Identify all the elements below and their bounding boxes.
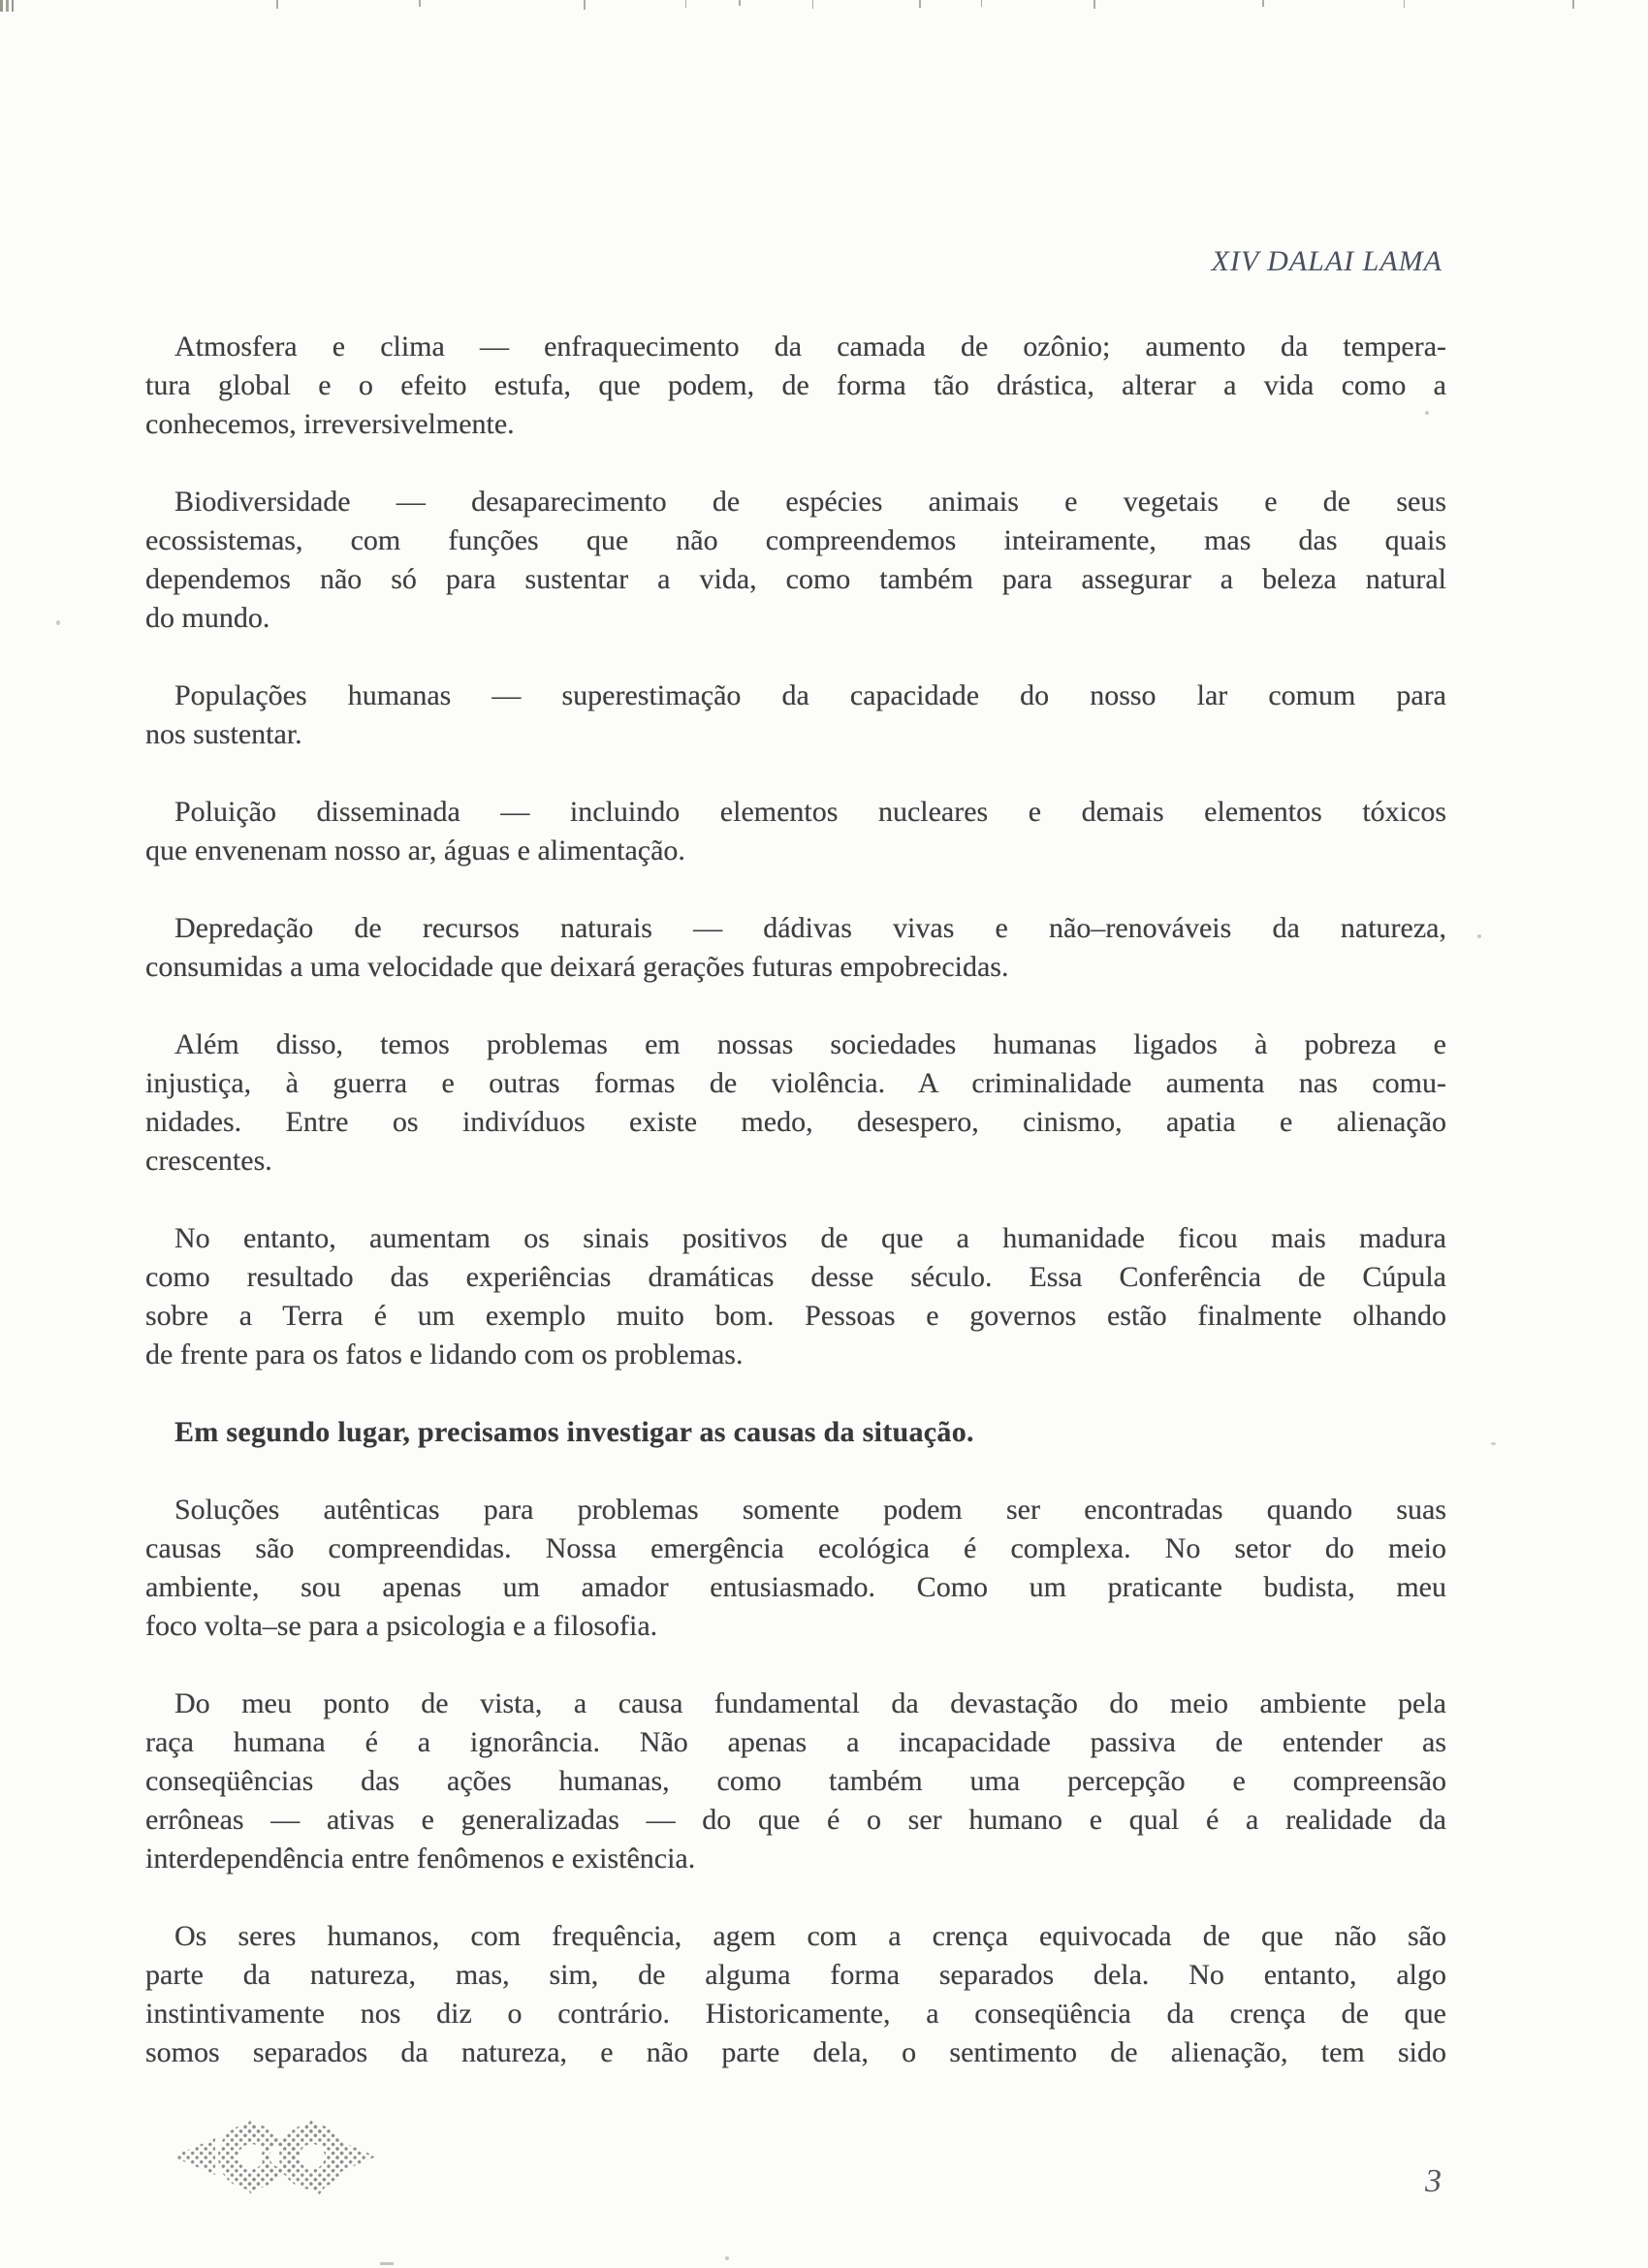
text-line: ambiente, sou apenas um amador entusiasmado. Como um praticante budista, meu xyxy=(145,1571,1446,1603)
text-line: raça humana é a ignorância. Não apenas a incapacidade passiva de entender as xyxy=(145,1726,1446,1758)
text-line: Em segundo lugar, precisamos investigar as causas da situação. xyxy=(174,1416,974,1448)
running-header: XIV DALAI LAMA xyxy=(1211,245,1442,277)
text-line: nos sustentar. xyxy=(145,718,302,750)
text-line: como resultado das experiências dramáticas desse século. Essa Conferência de Cúpula xyxy=(145,1261,1446,1293)
text-line: Além disso, temos problemas em nossas sociedades humanas ligados à pobreza e xyxy=(174,1028,1446,1060)
scan-tick xyxy=(919,0,921,8)
text-line: Depredação de recursos naturais — dádivas vivas e não–renováveis da natureza, xyxy=(174,912,1446,944)
scan-tick xyxy=(1093,0,1095,9)
text-line: injustiça, à guerra e outras formas de violência. A criminalidade aumenta nas comu- xyxy=(145,1067,1446,1099)
paragraph xyxy=(145,1917,1446,2072)
scan-tick xyxy=(584,0,586,10)
text-line: conhecemos, irreversivelmente. xyxy=(145,408,515,440)
scan-speck xyxy=(725,2256,729,2260)
text-line: que envenenam nosso ar, águas e alimentação. xyxy=(145,835,685,866)
page-number: 3 xyxy=(1425,2163,1442,2199)
text-line: Do meu ponto de vista, a causa fundamental da devastação do meio ambiente pela xyxy=(174,1687,1446,1719)
scan-tick xyxy=(1572,0,1574,9)
halftone-vajra-ornament-icon xyxy=(171,2111,378,2202)
text-line: somos separados da natureza, e não parte dela, o sentimento de alienação, tem sido xyxy=(145,2036,1446,2068)
text-line: parte da natureza, mas, sim, de alguma forma separados dela. No entanto, algo xyxy=(145,1959,1446,1991)
scan-speck xyxy=(56,620,60,625)
scan-tick xyxy=(419,0,421,7)
text-line: Os seres humanos, com frequência, agem com a crença equivocada de que não são xyxy=(174,1920,1446,1952)
scan-tick xyxy=(1404,0,1405,8)
paragraph xyxy=(145,483,1446,638)
text-line: No entanto, aumentam os sinais positivos de que a humanidade ficou mais madura xyxy=(174,1222,1446,1254)
paragraph xyxy=(145,909,1446,987)
section-heading xyxy=(145,1413,1446,1452)
scan-tick xyxy=(812,0,813,9)
text-line: errôneas — ativas e generalizadas — do que é o ser humano e qual é a realidade da xyxy=(145,1804,1446,1836)
text-line: crescentes. xyxy=(145,1145,272,1177)
paragraph xyxy=(145,793,1446,870)
text-line: Biodiversidade — desaparecimento de espécies animais e vegetais e de seus xyxy=(174,486,1446,518)
text-line: tura global e o efeito estufa, que podem, de forma tão drástica, alterar a vida como a xyxy=(145,369,1446,401)
text-line: Poluição disseminada — incluindo elementos nucleares e demais elementos tóxicos xyxy=(174,796,1446,828)
text-line: sobre a Terra é um exemplo muito bom. Pessoas e governos estão finalmente olhando xyxy=(145,1300,1446,1332)
scan-tick xyxy=(380,2262,394,2265)
scan-tick xyxy=(739,0,741,6)
text-line: do mundo. xyxy=(145,602,270,634)
body-text xyxy=(145,328,1446,2072)
text-line: Soluções autênticas para problemas somente podem ser encontradas quando suas xyxy=(174,1494,1446,1526)
text-line: Atmosfera e clima — enfraquecimento da camada de ozônio; aumento da tempera- xyxy=(174,331,1446,362)
paragraph xyxy=(145,1685,1446,1878)
text-line: instintivamente nos diz o contrário. Historicamente, a conseqüência da crença de que xyxy=(145,1998,1446,2030)
text-line: causas são compreendidas. Nossa emergência ecológica é complexa. No setor do meio xyxy=(145,1532,1446,1564)
text-line: foco volta–se para a psicologia e a filosofia. xyxy=(145,1610,658,1642)
scan-tick xyxy=(276,0,278,9)
text-line: de frente para os fatos e lidando com os problemas. xyxy=(145,1339,744,1370)
text-line: consumidas a uma velocidade que deixará gerações futuras empobrecidas. xyxy=(145,951,1009,983)
paragraph xyxy=(145,1219,1446,1374)
paragraph xyxy=(145,328,1446,444)
text-line: ecossistemas, com funções que não compreendemos inteiramente, mas das quais xyxy=(145,524,1446,556)
scan-tick xyxy=(981,0,982,7)
scan-corner-mark xyxy=(0,0,25,12)
text-line: conseqüências das ações humanas, como também uma percepção e compreensão xyxy=(145,1765,1446,1797)
paragraph xyxy=(145,1025,1446,1181)
scan-speck xyxy=(1491,1442,1496,1445)
text-line: dependemos não só para sustentar a vida, como também para assegurar a beleza natural xyxy=(145,563,1446,595)
text-line: Populações humanas — superestimação da capacidade do nosso lar comum para xyxy=(174,679,1446,711)
paragraph xyxy=(145,1491,1446,1646)
scan-tick xyxy=(685,0,686,8)
paragraph xyxy=(145,677,1446,754)
text-line: nidades. Entre os indivíduos existe medo, desespero, cinismo, apatia e alienação xyxy=(145,1106,1446,1138)
text-line: interdependência entre fenômenos e existência. xyxy=(145,1843,696,1874)
scan-tick xyxy=(1262,0,1264,7)
scan-speck xyxy=(1477,934,1481,938)
